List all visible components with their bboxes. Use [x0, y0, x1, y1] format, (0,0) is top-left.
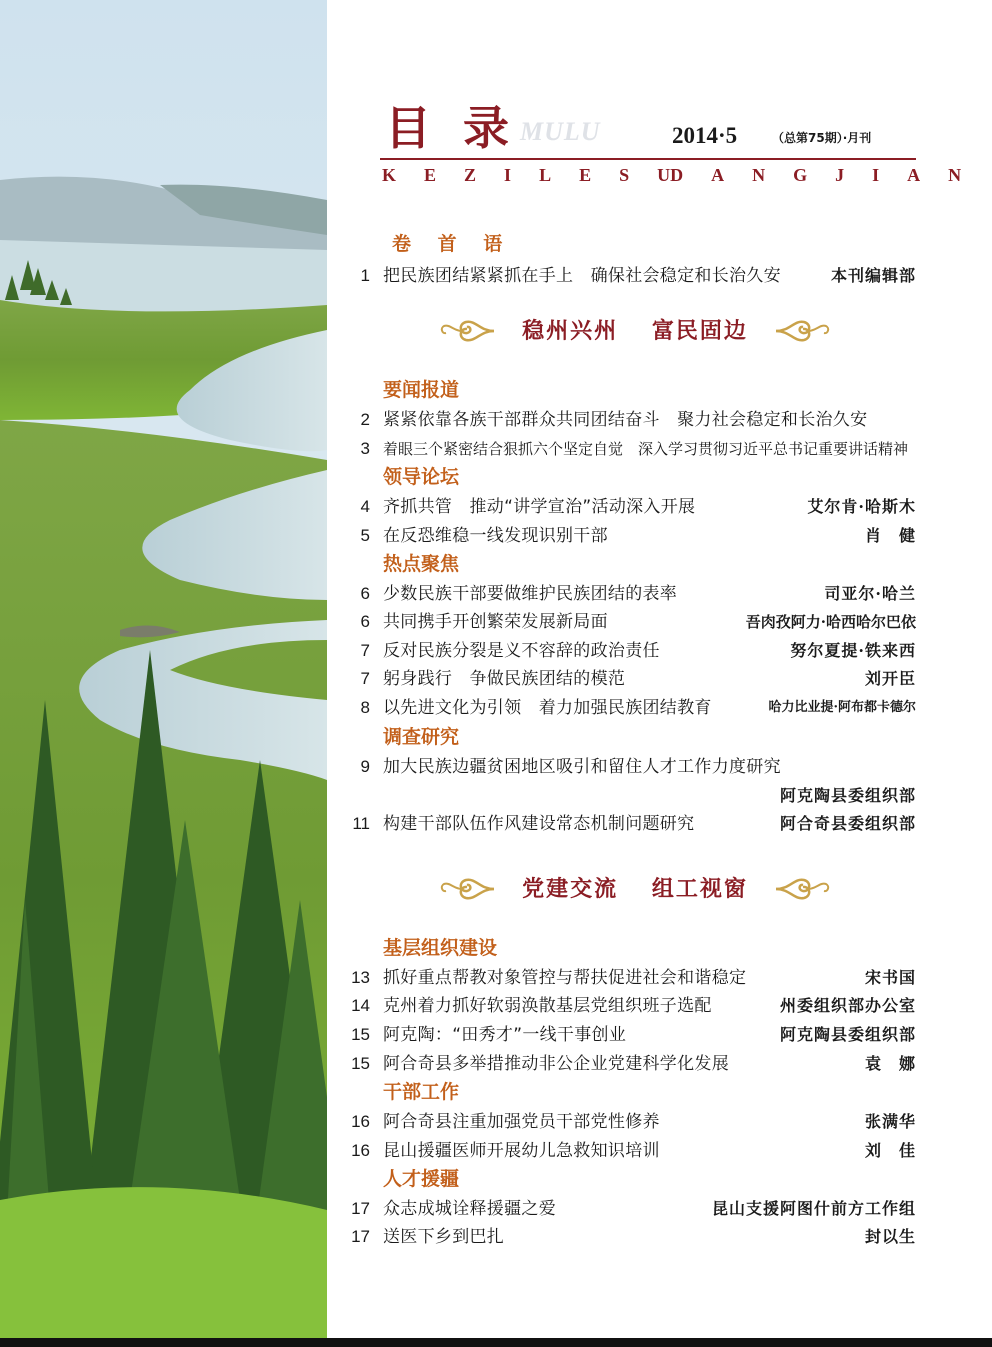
page-number: 2: [360, 410, 370, 429]
article-title: 众志成城诠释援疆之爱: [383, 1199, 556, 1219]
article-author: 昆山支援阿图什前方工作组: [711, 1199, 916, 1218]
toc-entry[interactable]: [340, 665, 916, 693]
ornament-right-icon: [774, 872, 830, 906]
article-author: 阿合奇县委组织部: [779, 814, 916, 833]
magazine-name-letter: A: [907, 165, 921, 185]
toc-entry[interactable]: [340, 964, 916, 992]
header-divider: [380, 158, 916, 160]
issue-subtitle: （总第75期）·月刊: [772, 131, 872, 145]
article-author: 封以生: [864, 1227, 916, 1246]
toc-entry[interactable]: [340, 1050, 916, 1078]
page-number: 17: [351, 1199, 370, 1218]
article-author: 袁 娜: [864, 1054, 916, 1073]
magazine-name: [382, 164, 962, 186]
article-title: 昆山援疆医师开展幼儿急救知识培训: [383, 1141, 660, 1161]
magazine-name-word: [670, 164, 961, 186]
toc-entry[interactable]: [340, 262, 916, 290]
magazine-name-letter: G: [793, 165, 808, 185]
page-number: 15: [351, 1025, 370, 1044]
section-heading-news: 要闻报道: [383, 379, 460, 401]
article-author: 艾尔肯·哈斯木: [807, 497, 916, 516]
toc-entry[interactable]: [340, 1021, 916, 1049]
page-number: 5: [360, 526, 370, 545]
article-title: 在反恐维稳一线发现识别干部: [383, 526, 608, 546]
article-title: 阿合奇县多举措推动非公企业党建科学化发展: [383, 1054, 729, 1074]
article-title: 抓好重点帮教对象管控与帮扶促进社会和谐稳定: [383, 968, 747, 988]
magazine-name-letter: A: [711, 165, 725, 185]
page-number: 17: [351, 1227, 370, 1246]
toc-entry[interactable]: [340, 406, 916, 434]
section-heading-grassroots: 基层组织建设: [383, 937, 498, 959]
article-title: 躬身践行 争做民族团结的模范: [383, 669, 626, 689]
toc-entry[interactable]: [340, 810, 916, 838]
article-title: 克州着力抓好软弱涣散基层党组织班子选配: [383, 996, 712, 1016]
page-number: 4: [360, 497, 370, 516]
page-number: 15: [351, 1054, 370, 1073]
banner-title: 稳州兴州 富民固边: [522, 319, 748, 344]
section-heading-talent: 人才援疆: [383, 1168, 460, 1190]
magazine-name-letter: N: [752, 165, 766, 185]
article-title: 构建干部队伍作风建设常态机制问题研究: [383, 814, 695, 834]
section-banner-1: [440, 310, 830, 354]
article-title: 共同携手开创繁荣发展新局面: [383, 612, 608, 632]
page-number: 6: [360, 612, 370, 631]
issue-number: 2014·5: [672, 123, 738, 148]
toc-title: 目 录: [385, 101, 518, 155]
section-heading-research: 调查研究: [383, 726, 460, 748]
article-author: 阿克陶县委组织部: [779, 786, 916, 805]
toc-entry[interactable]: [340, 493, 916, 521]
toc-entry[interactable]: [340, 753, 916, 781]
page-number: 6: [360, 584, 370, 603]
toc-entry[interactable]: [340, 637, 916, 665]
page-number: 9: [360, 757, 370, 776]
article-title: 阿合奇县注重加强党员干部党性修养: [383, 1112, 660, 1132]
page-number: 7: [360, 641, 370, 660]
article-author: 宋书国: [864, 968, 916, 987]
article-author: 肖 健: [864, 526, 916, 545]
toc-entry[interactable]: [340, 694, 916, 722]
page-number: 16: [351, 1112, 370, 1131]
magazine-name-letter: N: [948, 165, 962, 185]
toc-entry[interactable]: [340, 435, 916, 463]
article-title: 加大民族边疆贫困地区吸引和留住人才工作力度研究: [383, 757, 781, 777]
article-author: 司亚尔·哈兰: [824, 584, 916, 603]
article-title: 反对民族分裂是义不容辞的政治责任: [383, 641, 660, 661]
article-title: 以先进文化为引领 着力加强民族团结教育: [383, 698, 712, 718]
article-title: 少数民族干部要做维护民族团结的表率: [383, 584, 678, 604]
page-number: 7: [360, 669, 370, 688]
toc-entry-author-line: [340, 782, 916, 810]
magazine-name-letter: I: [872, 165, 880, 185]
article-author: 吾肉孜阿力·哈西哈尔巴依: [745, 613, 916, 631]
toc-entry[interactable]: [340, 1195, 916, 1223]
magazine-name-letter: S: [619, 165, 630, 185]
magazine-name-letter: U: [657, 165, 671, 185]
article-author: 州委组织部办公室: [779, 996, 916, 1015]
magazine-name-letter: L: [539, 165, 552, 185]
article-author: 努尔夏提·铁来西: [790, 641, 916, 660]
toc-entry[interactable]: [340, 608, 916, 636]
section-heading-hot: 热点聚焦: [383, 553, 460, 575]
article-title: 阿克陶：“田秀才”一线干事创业: [383, 1025, 627, 1045]
magazine-name-word: [382, 164, 670, 186]
article-author: 刘 佳: [864, 1141, 916, 1160]
page-number: 8: [360, 698, 370, 717]
article-author: 本刊编辑部: [830, 266, 916, 285]
page-number: 13: [351, 968, 370, 987]
toc-entry[interactable]: [340, 1137, 916, 1165]
ornament-right-icon: [774, 314, 830, 348]
magazine-name-letter: J: [835, 165, 845, 185]
page-number: 16: [351, 1141, 370, 1160]
section-heading-preface: 卷 首 语: [392, 233, 513, 255]
magazine-name-letter: E: [579, 165, 592, 185]
page-number: 3: [360, 439, 370, 458]
article-title: 送医下乡到巴扎: [383, 1227, 505, 1247]
bottom-border: [0, 1338, 992, 1347]
article-title: 把民族团结紧紧抓在手上 确保社会稳定和长治久安: [383, 266, 781, 286]
magazine-name-letter: D: [670, 165, 684, 185]
magazine-name-letter: I: [504, 165, 512, 185]
article-title: 着眼三个紧密结合狠抓六个坚定自觉 深入学习贯彻习近平总书记重要讲话精神: [383, 440, 909, 458]
toc-entry[interactable]: [340, 1223, 916, 1251]
cover-landscape-photo: [0, 0, 327, 1338]
article-title: 紧紧依靠各族干部群众共同团结奋斗 聚力社会稳定和长治久安: [383, 410, 868, 430]
toc-entry[interactable]: [340, 992, 916, 1020]
magazine-name-letter: Z: [464, 165, 477, 185]
article-author: 刘开臣: [864, 669, 916, 688]
section-heading-leader: 领导论坛: [383, 466, 460, 488]
section-banner-2: [440, 868, 830, 912]
magazine-name-letter: E: [424, 165, 437, 185]
section-heading-cadre: 干部工作: [383, 1081, 460, 1103]
article-author: 阿克陶县委组织部: [779, 1025, 916, 1044]
banner-title: 党建交流 组工视窗: [522, 877, 748, 902]
article-author: 哈力比业提·阿布都卡德尔: [768, 700, 916, 715]
page-number: 1: [360, 266, 370, 285]
magazine-name-letter: K: [382, 165, 397, 185]
article-author: 张满华: [864, 1112, 916, 1131]
page-number: 14: [351, 996, 370, 1015]
article-title: 齐抓共管 推动“讲学宣治”活动深入开展: [383, 497, 696, 517]
toc-entry[interactable]: [340, 522, 916, 550]
page-number: 11: [352, 814, 370, 833]
toc-entry[interactable]: [340, 580, 916, 608]
toc-title-pinyin: MULU: [520, 117, 601, 146]
toc-entry[interactable]: [340, 1108, 916, 1136]
